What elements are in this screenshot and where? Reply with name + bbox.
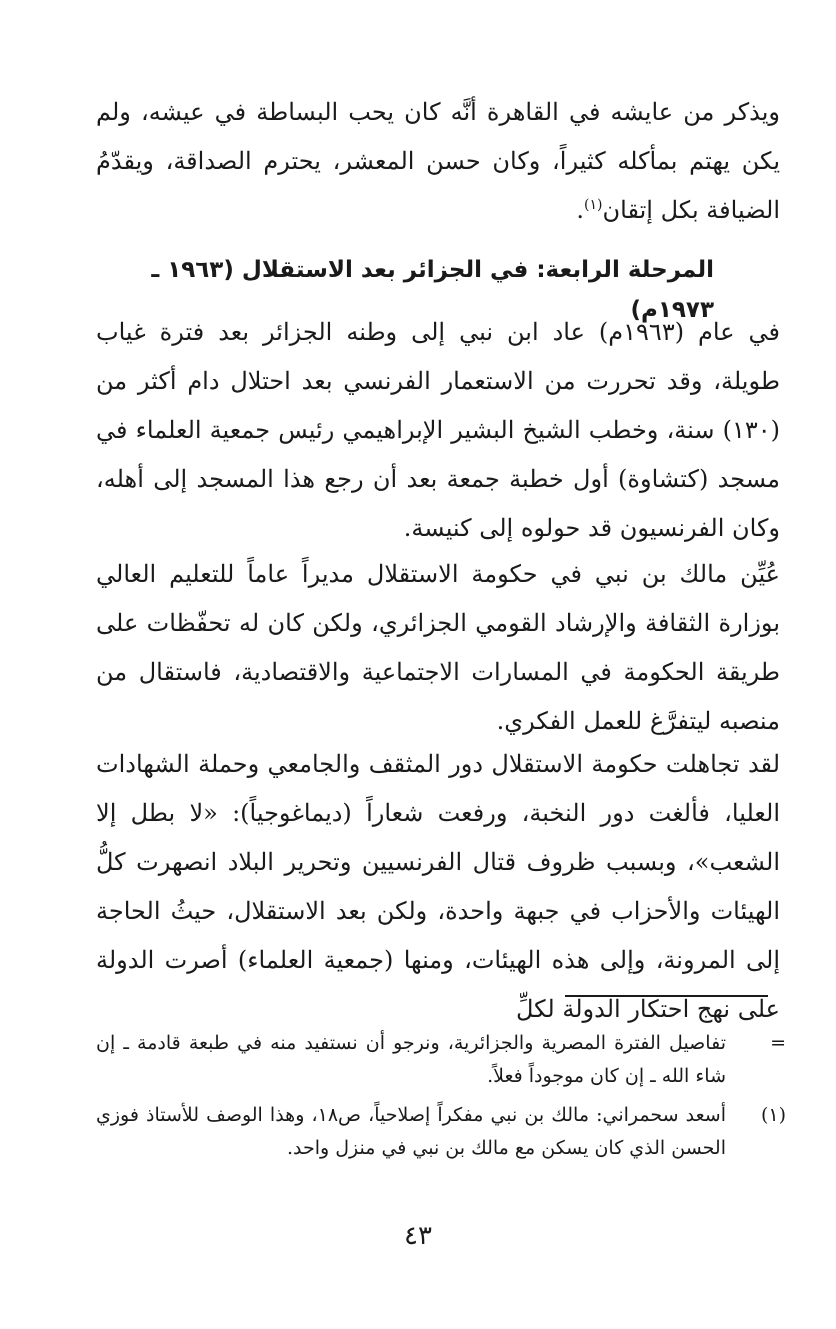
section-heading: المرحلة الرابعة: في الجزائر بعد الاستقلال (١٩٦٣ ـ ١٩٧٣م): [151, 257, 714, 323]
footnote-divider: [565, 995, 768, 997]
page-number: ٤٣: [404, 1221, 432, 1251]
paragraph-1-text: ويذكر من عايشه في القاهرة أنَّه كان يحب البساطة في عيشه، ولم يكن يهتم بمأكله كثيراً، وكان حسن المعشر، يحترم الصداقة، ويقدّمُ الضيافة بكل إتقان: [96, 98, 780, 224]
footnote-continued: [96, 1027, 786, 1093]
paragraph-3: عُيِّن مالك بن نبي في حكومة الاستقلال مديراً عاماً للتعليم العالي بوزارة الثقافة والإرشاد القومي الجزائري، ولكن كان له تحفّظات على طريقة الحكومة في المسارات الاجتماعية والاقتصادية، فاستقال من منصبه ليتفرَّغ للعمل الفكري.: [96, 560, 780, 735]
paragraph-1-end: .: [576, 196, 585, 224]
footnote-continued-mark: =: [770, 1032, 786, 1054]
footnotes: [96, 1027, 786, 1171]
paragraph-1: [96, 88, 836, 235]
paragraph-4: لقد تجاهلت حكومة الاستقلال دور المثقف والجامعي وحملة الشهادات العليا، فألغت دور النخبة، ورفعت شعاراً (ديماغوجياً): «لا بطل إلا الشعب»، وبسبب ظروف قتال الفرنسيين وتحرير البلاد انصهرت كلُّ الهيئات والأحزاب في جبهة واحدة، ولكن بعد الاستقلال، حيثُ الحاجة إلى المرونة، وإلى هذه الهيئات، ومنها (جمعية العلماء) أصرت الدولة على نهج احتكار الدولة لكلِّ: [96, 750, 780, 1023]
footnote-continued-text: تفاصيل الفترة المصرية والجزائرية، ونرجو أن نستفيد منه في طبعة قادمة ـ إن شاء الله ـ إن كان موجوداً فعلاً.: [96, 1032, 726, 1087]
footnote-1-text: أسعد سحمراني: مالك بن نبي مفكراً إصلاحياً، ص١٨، وهذا الوصف للأستاذ فوزي الحسن الذي كان يسكن مع مالك بن نبي في منزل واحد.: [96, 1104, 726, 1159]
paragraph-2: في عام (١٩٦٣م) عاد ابن نبي إلى وطنه الجزائر بعد فترة غياب طويلة، وقد تحررت من الاستعمار الفرنسي بعد احتلال دام أكثر من (١٣٠) سنة، وخطب الشيخ البشير الإبراهيمي رئيس جمعية العلماء في مسجد (كتشاوة) أول خطبة جمعة بعد أن رجع هذا المسجد إلى أهله، وكان الفرنسيون قد حولوه إلى كنيسة.: [96, 318, 781, 542]
footnote-ref-1: (١): [584, 197, 603, 213]
footnote-1-mark: (١): [760, 1104, 786, 1126]
footnote-1: [96, 1099, 786, 1165]
